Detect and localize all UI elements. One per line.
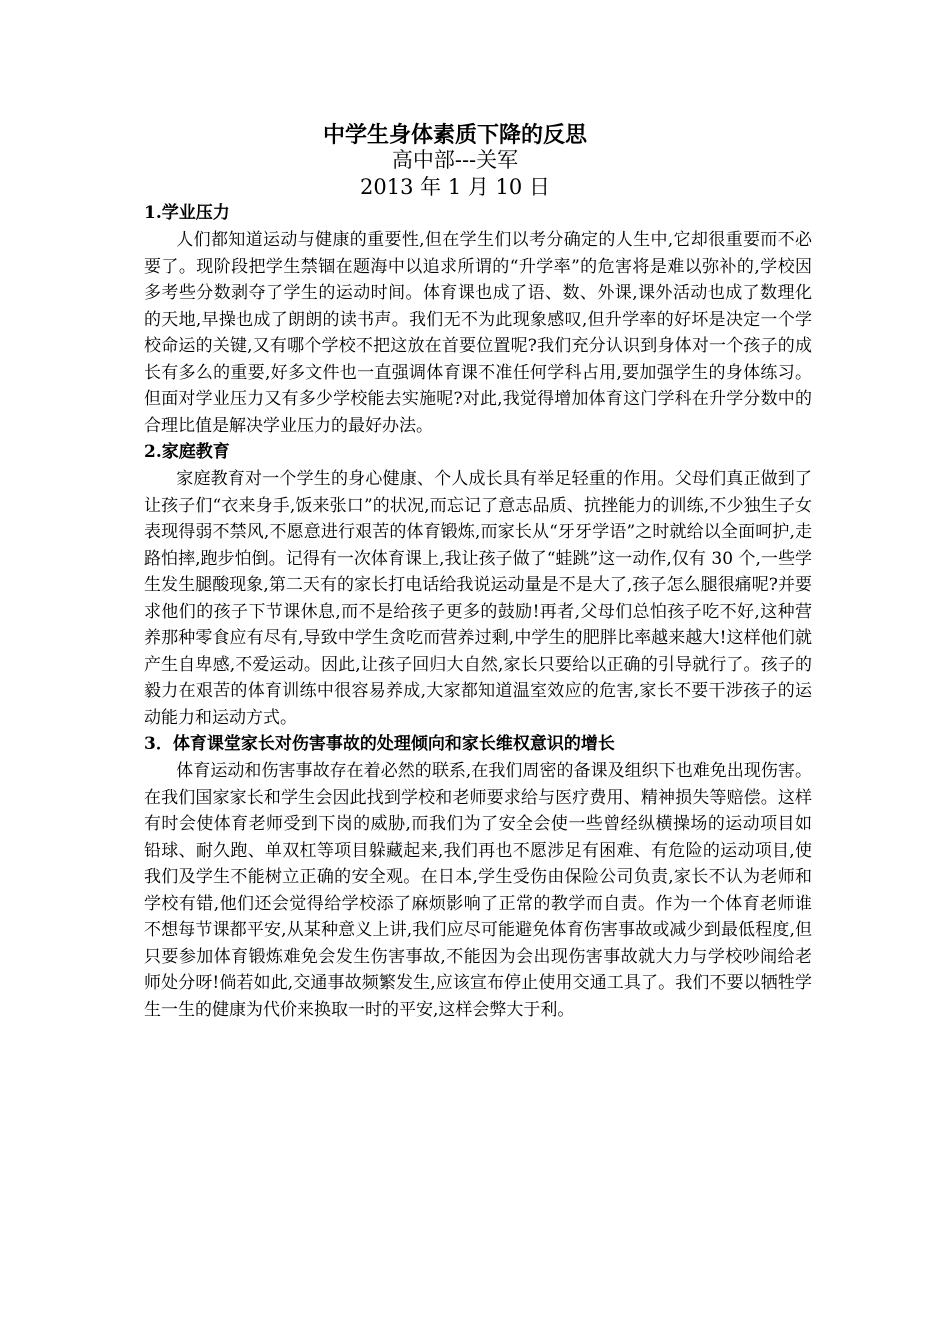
document-author: 高中部---关军 — [391, 148, 519, 172]
section-heading: 2.家庭教育 — [144, 442, 230, 462]
section-heading: 3．体育课堂家长对伤害事故的处理倾向和家长维权意识的增长 — [144, 734, 615, 754]
document-title: 中学生身体素质下降的反思 — [322, 122, 587, 148]
document-date: 2013 年 1 月 10 日 — [360, 175, 550, 199]
section-injury-handling — [144, 731, 812, 1023]
section-paragraph: 人们都知道运动与健康的重要性,但在学生们以考分确定的人生中,它却很重要而不必要了。现阶段把学生禁锢在题海中以追求所谓的“升学率”的危害将是难以弥补的,学校因多考些分数剥夺了学生的运动时间。体育课也成了语、数、外课,课外活动也成了数理化的天地,早操也成了朗朗的读书声。我们无不为此现象感叹,但升学率的好坏是决定一个学校命运的关键,又有哪个学校不把这放在首要位置呢?我们充分认识到身体对一个孩子的成长有多么的重要,好多文件也一直强调体育课不准任何学科占用,要加强学生的身体练习。但面对学业压力又有多少学校能去实施呢?对此,我觉得增加体育这门学科在升学分数中的合理比值是解决学业压力的最好办法。 — [144, 230, 812, 436]
document-body — [144, 200, 812, 1023]
section-paragraph: 体育运动和伤害事故存在着必然的联系,在我们周密的备课及组织下也难免出现伤害。在我们国家家长和学生会因此找到学校和老师要求给与医疗费用、精神损失等赔偿。这样有时会使体育老师受到下岗的威胁,而我们为了安全会使一些曾经纵横操场的运动项目如铅球、耐久跑、单双杠等项目躲藏起来,我们再也不愿涉足有困难、有危险的运动项目,使我们及学生不能树立正确的安全观。在日本,学生受伤由保险公司负责,家长不认为老师和学校有错,他们还会觉得给学校添了麻烦影响了正常的教学而自责。作为一个体育老师谁不想每节课都平安,从某种意义上讲,我们应尽可能避免体育伤害事故或减少到最低程度,但只要参加体育锻炼难免会发生伤害事故,不能因为会出现伤害事故就大力与学校吵闹给老师处分呀!倘若如此,交通事故频繁发生,应该宣布停止使用交通工具了。我们不要以牺牲学生一生的健康为代价来换取一时的平安,这样会弊大于利。 — [144, 761, 812, 1020]
section-academic-pressure — [144, 200, 812, 439]
section-paragraph: 家庭教育对一个学生的身心健康、个人成长具有举足轻重的作用。父母们真正做到了让孩子们“衣来身手,饭来张口”的状况,而忘记了意志品质、抗挫能力的训练,不少独生子女表现得弱不禁风,不愿意进行艰苦的体育锻炼,而家长从“牙牙学语”之时就给以全面呵护,走路怕摔,跑步怕倒。记得有一次体育课上,我让孩子做了“蛙跳”这一动作,仅有 30 个,一些学生发生腿酸现象,第二天有的家长打电话给我说运动量是不是大了,孩子怎么腿很痛呢?并要求他们的孩子下节课休息,而不是给孩子更多的鼓励!再者,父母们总怕孩子吃不好,这种营养那种零食应有尽有,导致中学生贪吃而营养过剩,中学生的肥胖比率越来越大!这样他们就产生自卑感,不爱运动。因此,让孩子回归大自然,家长只要给以正确的引导就行了。孩子的毅力在艰苦的体育训练中很容易养成,大家都知道温室效应的危害,家长不要干涉孩子的运动能力和运动方式。 — [144, 469, 812, 728]
section-heading: 1.学业压力 — [144, 203, 230, 223]
section-family-education — [144, 439, 812, 731]
